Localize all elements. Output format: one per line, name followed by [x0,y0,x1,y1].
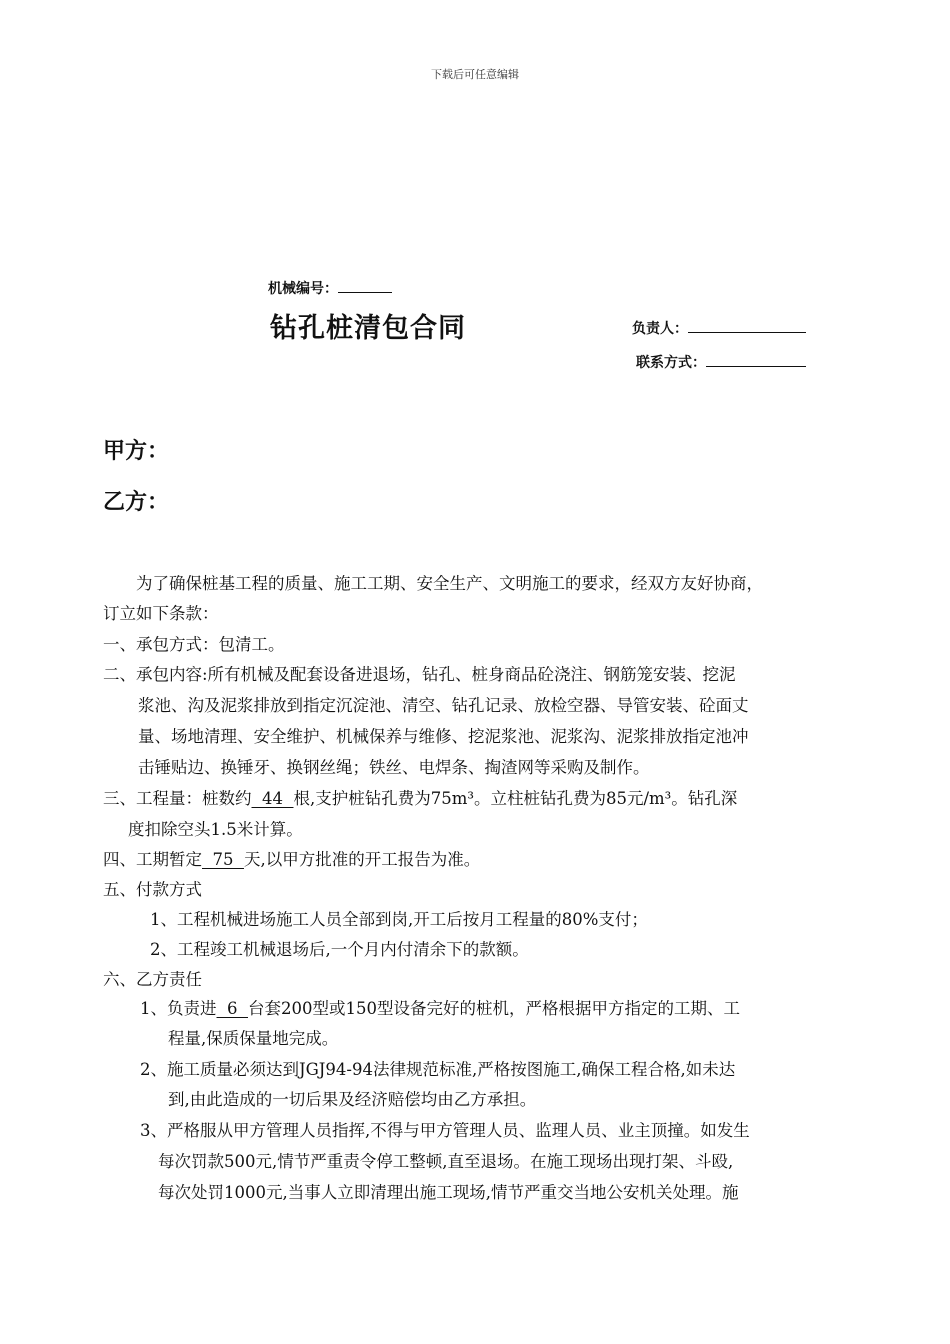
contact-blank [706,365,806,367]
clause-6-item-3-line-2: 每次罚款500元,情节严重责令停工整顿,直至退场。在施工现场出现打架、斗殴, [158,1152,734,1171]
machine-count: 6 [216,999,248,1018]
machine-no-field [268,278,392,298]
intro-line-1: 为了确保桩基工程的质量、施工工期、安全生产、文明施工的要求，经双方友好协商， [136,574,763,593]
clause-6-title: 六、乙方责任 [103,970,202,989]
party-a-label: 甲方： [103,439,170,464]
machine-no-blank [338,291,392,293]
contact-field [636,352,806,372]
contact-label: 联系方式： [636,355,706,371]
clause-3-prefix: 三、工程量：桩数约 [103,789,252,808]
clause-6-item-1-rest: 台套200型或150型设备完好的桩机，严格根据甲方指定的工期、工 [247,999,740,1018]
party-b-label: 乙方： [103,490,170,515]
person-in-charge-blank [688,331,806,333]
clause-5-item-1: 1、工程机械进场施工人员全部到岗,开工后按月工程量的80%支付； [150,910,648,929]
clause-3-line-1 [103,789,737,809]
clause-6-item-3-line-3: 每次处罚1000元,当事人立即清理出施工现场,情节严重交当地公安机关处理。施 [158,1183,739,1202]
person-in-charge-label: 负责人： [632,321,688,337]
clause-2-line-3: 量、场地清理、安全维护、机械保养与维修、挖泥浆池、泥浆沟、泥浆排放指定池冲 [138,727,749,746]
clause-6-item-1-prefix: 1、负责进 [140,999,217,1018]
clause-6-item-2-line-2: 到,由此造成的一切后果及经济赔偿均由乙方承担。 [168,1090,537,1109]
clause-1: 一、承包方式：包清工。 [103,635,285,654]
duration-days: 75 [202,850,244,869]
clause-6-item-2-line-1: 2、施工质量必须达到JGJ94-94法律规范标准,严格按图施工,确保工程合格,如未达 [140,1060,736,1079]
clause-2-line-1: 二、承包内容:所有机械及配套设备进退场，钻孔、桩身商品砼浇注、钢筋笼安装、挖泥 [103,665,736,684]
document-title: 钻孔桩清包合同 [270,313,466,344]
intro-line-2: 订立如下条款： [103,604,219,623]
clause-3-line-2: 度扣除空头1.5米计算。 [128,820,303,839]
header-note: 下载后可任意编辑 [431,68,519,81]
clause-2-line-4: 击锤贴边、换锤牙、换钢丝绳；铁丝、电焊条、掏渣网等采购及制作。 [138,758,650,777]
clause-3-mid: 根,支护桩钻孔费为75m³。立柱桩钻孔费为85元/m³。钻孔深 [293,789,738,808]
person-in-charge-field [632,318,806,338]
machine-no-label: 机械编号： [268,281,338,297]
clause-4 [103,850,480,870]
clause-5-title: 五、付款方式 [103,880,202,899]
clause-6-item-3-line-1: 3、严格服从甲方管理人员指挥,不得与甲方管理人员、监理人员、业主顶撞。如发生 [140,1121,750,1140]
clause-6-item-1-line-2: 程量,保质保量地完成。 [168,1029,339,1048]
clause-4-prefix: 四、工期暂定 [103,850,202,869]
clause-5-item-2: 2、工程竣工机械退场后,一个月内付清余下的款额。 [150,940,529,959]
clause-4-suffix: 天,以甲方批准的开工报告为准。 [243,850,481,869]
pile-count: 44 [251,789,294,808]
clause-6-item-1-line-1 [140,999,740,1019]
clause-2-line-2: 浆池、沟及泥浆排放到指定沉淀池、清空、钻孔记录、放检空器、导管安装、砼面丈 [138,696,749,715]
